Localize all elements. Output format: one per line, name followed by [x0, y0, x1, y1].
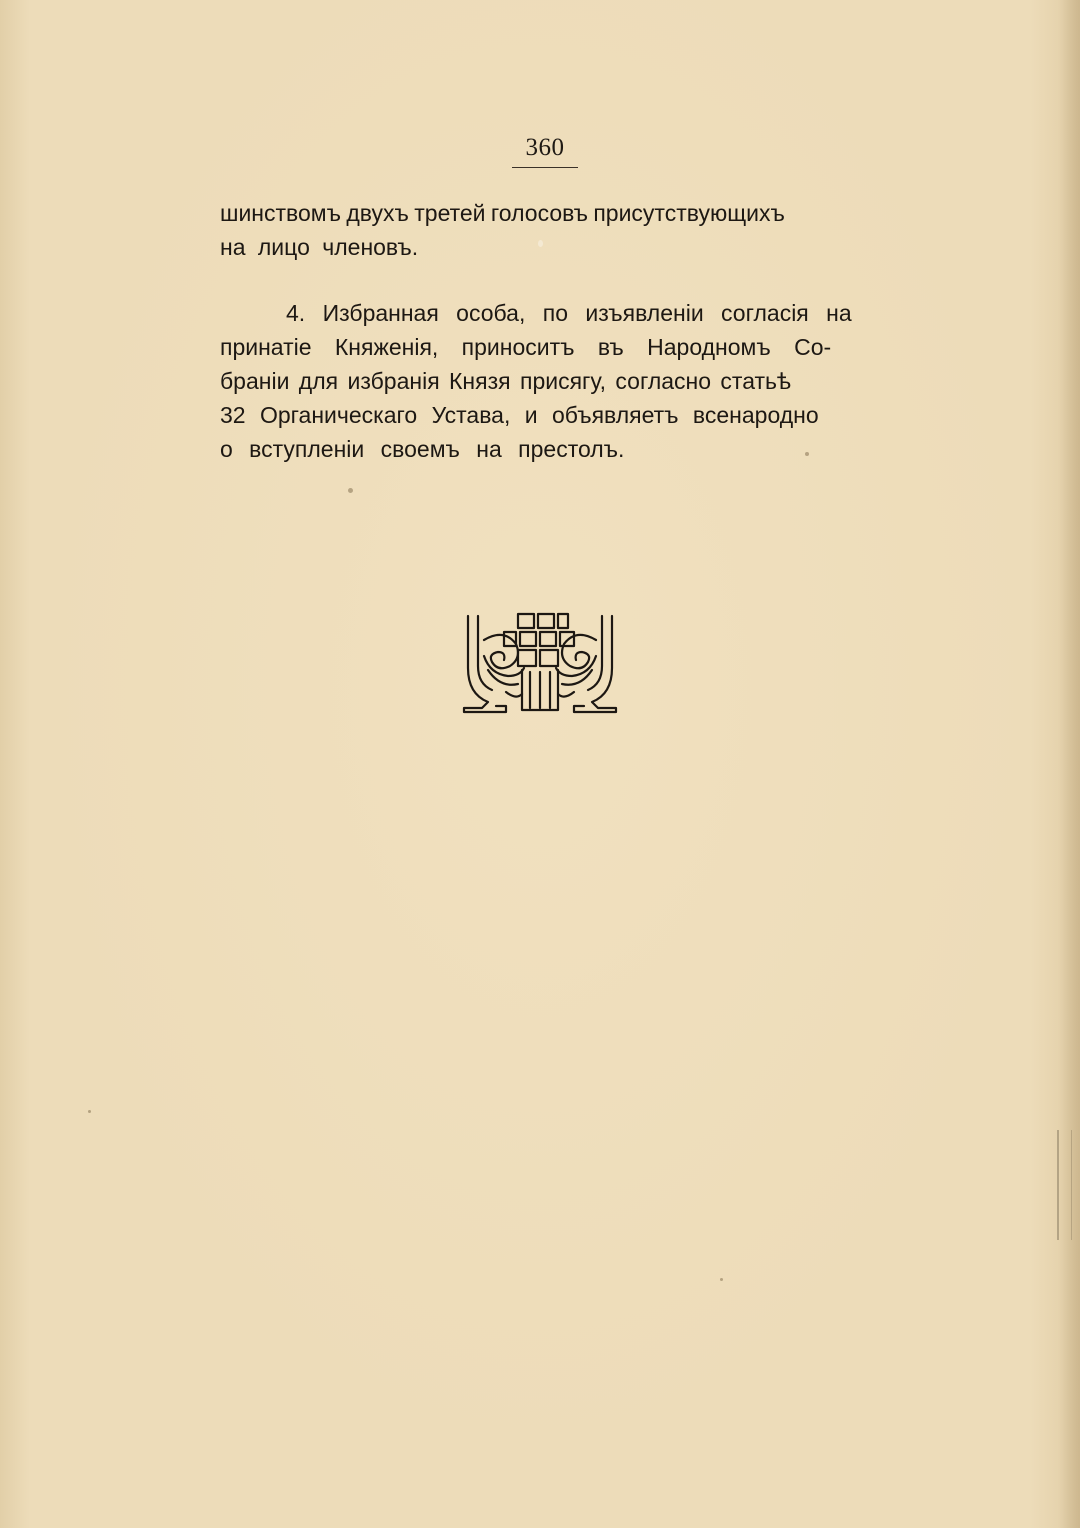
- page-number-rule: [512, 167, 578, 168]
- paper-speck: [348, 488, 353, 493]
- paragraph-gap: [220, 264, 864, 296]
- body-text: [220, 196, 864, 466]
- page-number: 360: [525, 134, 565, 161]
- text-line: 32 Органическаго Устава, и объявляетъ всенародно: [220, 402, 819, 428]
- binding-mark: [1057, 1130, 1072, 1240]
- text-line: шинствомъ двухъ третей голосовъ присутствующихъ: [220, 200, 785, 226]
- text-line: 4. Избранная особа, по изъявленіи согласія на: [286, 300, 852, 326]
- paper-speck: [720, 1278, 723, 1281]
- page-edge-shadow: [1058, 0, 1080, 1528]
- text-line: на лицо членовъ.: [220, 234, 419, 260]
- text-line: браніи для избранія Князя присягу, согласно статьѣ: [220, 368, 792, 394]
- text-line: о вступленіи своемъ на престолъ.: [220, 436, 625, 462]
- paper-speck: [88, 1110, 91, 1113]
- text-line: принатіе Княженія, приноситъ въ Народномъ Со-: [220, 334, 832, 360]
- art-nouveau-tailpiece-ornament-icon: [460, 610, 620, 714]
